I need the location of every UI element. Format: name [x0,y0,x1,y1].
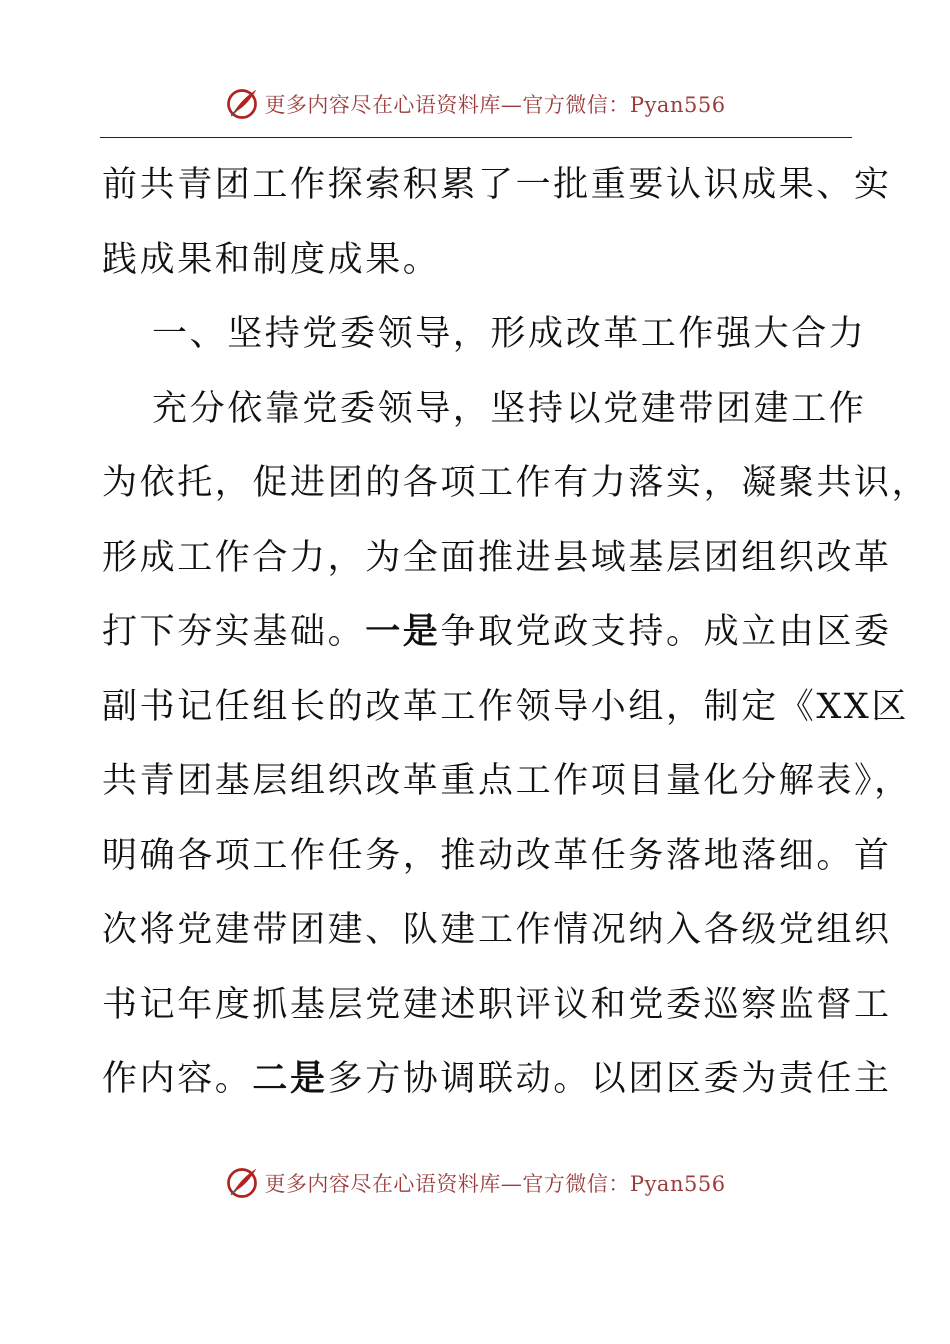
quill-logo-icon [224,1165,260,1201]
body-line [102,165,892,205]
body-text: 一、坚持党委领导，形成改革工作强大合力 [152,314,867,354]
body-line [102,463,929,503]
body-text: 形成工作合力，为全面推进县域基层团组织改革 [102,537,892,578]
body-line [152,314,866,354]
emphasis-text: 二是 [252,1059,328,1099]
quill-logo-icon [224,86,260,122]
header-watermark [0,84,950,124]
body-line [102,538,892,578]
body-text: 前共青团工作探索积累了一批重要认识成果、实 [102,165,892,205]
body-text: 为依托，促进团的各项工作有力落实，凝聚共识， [102,463,930,503]
body-line [102,910,892,950]
body-text: 多方协调联动。以团区委为责任主 [327,1059,892,1099]
body-line [102,985,892,1025]
body-text: 共青团基层组织改革重点工作项目量化分解表》， [102,761,912,801]
body-line [102,687,909,727]
body-line [152,389,866,429]
body-text: 充分依靠党委领导，坚持以党建带团建工作 [152,388,867,429]
body-text: 明确各项工作任务，推动改革任务落地落细。首 [102,835,892,876]
body-text: 作内容。 [102,1059,253,1099]
header-divider [100,137,852,138]
header-watermark-text: 更多内容尽在心语资料库—官方微信：Pyan556 [264,93,726,117]
body-text: 践成果和制度成果。 [102,239,441,280]
footer-watermark-text: 更多内容尽在心语资料库—官方微信：Pyan556 [264,1172,726,1196]
body-line [102,836,892,876]
body-line [102,761,912,801]
body-text: 打下夯实基础。 [102,612,366,652]
footer-watermark [0,1163,950,1203]
body-text: 书记年度抓基层党建述职评议和党委巡察监督工 [102,984,892,1025]
body-line [102,1059,892,1099]
body-line [102,612,892,652]
body-text: 次将党建带团建、队建工作情况纳入各级党组织 [102,910,892,950]
body-line [102,240,440,280]
emphasis-text: 一是 [365,612,441,652]
body-text: 争取党政支持。成立由区委 [440,612,892,652]
body-text: 副书记任组长的改革工作领导小组，制定《XX区 [102,686,910,727]
